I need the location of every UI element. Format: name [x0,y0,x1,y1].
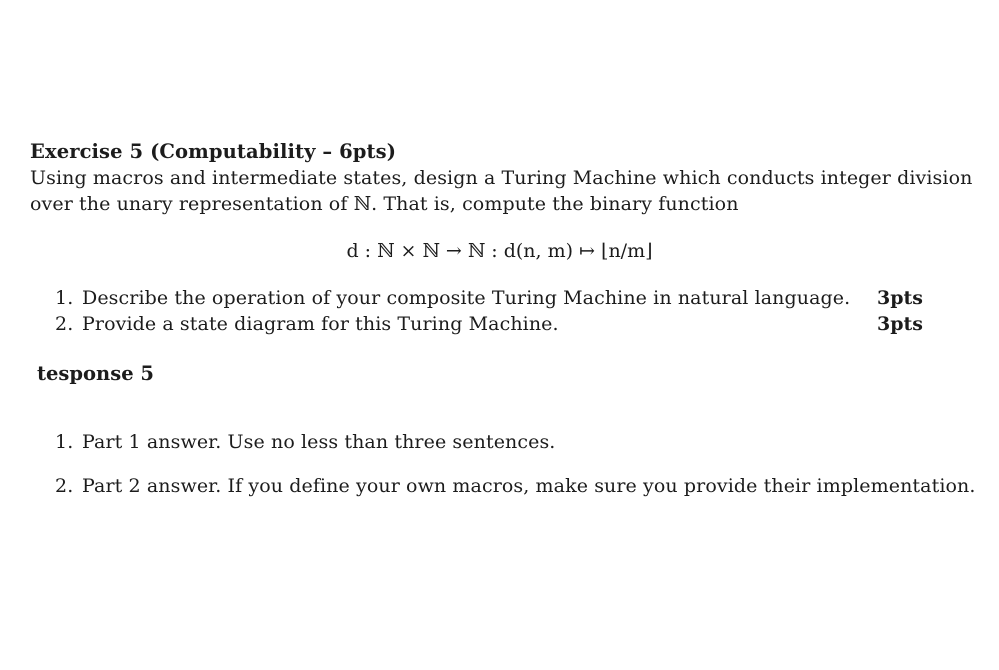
question-number: 1. [55,287,74,309]
formula-text: d : ℕ × ℕ → ℕ : d(n, m) ↦ ⌊n/m⌋ [346,240,653,262]
exercise-heading: Exercise 5 (Computability – 6pts) [30,140,397,163]
question-text: Provide a state diagram for this Turing Machine. [82,313,559,335]
exercise-description-line-2: over the unary representation of ℕ. That is, compute the binary function [30,193,739,215]
answer-item [55,431,555,453]
question-text: Describe the operation of your composite Turing Machine in natural language. [82,287,851,309]
exercise-description-line-1: Using macros and intermediate states, design a Turing Machine which conducts integer division [30,167,973,189]
answer-number: 2. [55,475,74,497]
question-points: 3pts [877,287,923,309]
question-item [55,313,559,335]
division-formula [0,240,999,262]
question-item [55,287,850,309]
answer-item [55,475,976,497]
answer-text: Part 1 answer. Use no less than three sentences. [82,431,556,453]
question-number: 2. [55,313,74,335]
response-heading: tesponse 5 [37,362,154,385]
answer-text: Part 2 answer. If you define your own macros, make sure you provide their implementation. [82,475,976,497]
answer-number: 1. [55,431,74,453]
question-points: 3pts [877,313,923,335]
